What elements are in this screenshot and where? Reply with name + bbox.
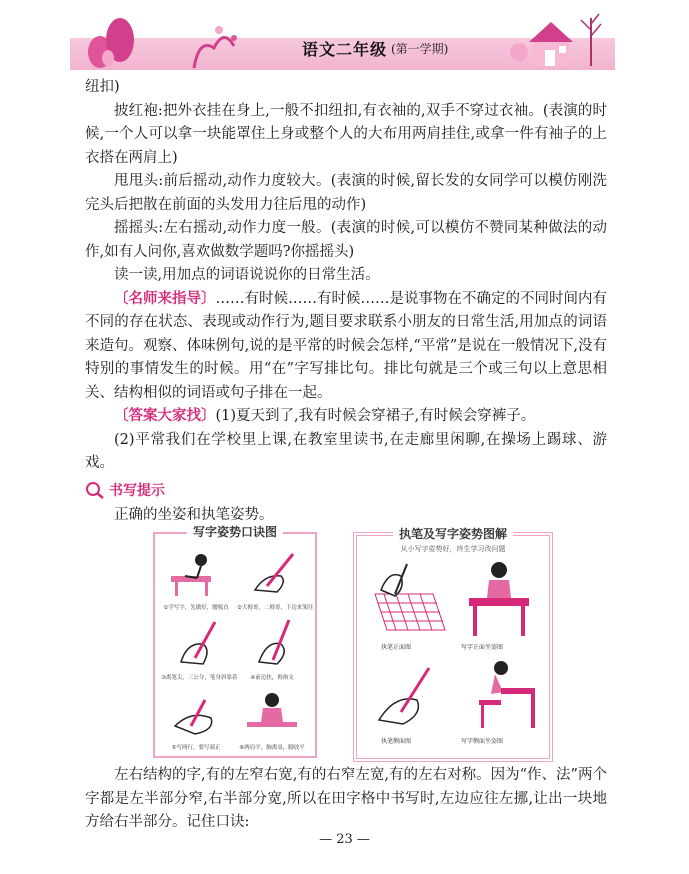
paragraph: 披红袍:把外衣挂在身上,一般不扣纽扣,有衣袖的,双手不穿过衣袖。(表演的时候,一个人可以拿一块能罩住上身或整个人的大布用两肩挂住,或拿一件有袖子的上衣搭在两肩上) (85, 102, 607, 166)
posture-cell: ⑤写两行，要写端正 (161, 686, 231, 753)
girl-desk-side-icon (461, 654, 541, 734)
paragraph: (2)平常我们在学校里上课,在教室里读书,在走廊里闲聊,在操场上踢球、游戏。 (85, 431, 607, 471)
writing-posture-figure (153, 525, 317, 758)
hand-pen-icon (237, 616, 307, 672)
paragraph: 甩甩头:前后摇动,动作力度较大。(表演的时候,留长发的女同学可以模仿刚洗完头后把散在前面的头发用力往后甩的动作) (85, 173, 607, 213)
house-icon (505, 6, 615, 70)
page-header (0, 0, 689, 78)
hand-pen-icon (161, 686, 231, 742)
paragraph: 左右结构的字,有的左窄右宽,有的右窄左宽,有的左右对称。因为“作、法”两个字都是左半部分窄,右半部分宽,所以在田字格中书写时,左边应往左挪,让出一块地方给右半部分。记住口诀: (85, 767, 607, 830)
closing-text (85, 764, 607, 835)
magnifier-icon (85, 481, 105, 499)
girl-desk-front-icon (461, 556, 537, 640)
hand-pen-icon (161, 616, 231, 672)
posture-cell: ①学写字，先做好，腰板直 (161, 546, 231, 613)
section-intro-block (85, 504, 607, 528)
posture-cell: ④前边扶，拇指支 (237, 616, 307, 683)
hand-pen-side-icon (371, 660, 441, 730)
paragraph: 摇摇头:左右摇动,动作力度一般。(表演的时候,可以模仿不赞同某种做法的动作,如有人问你,喜欢做数学题吗?你摇摇头) (85, 220, 607, 260)
page-number: — 23 — (319, 832, 370, 847)
book-subtitle: (第一学期) (391, 42, 449, 56)
section-label: 书写提示 (109, 483, 165, 499)
sitting-child-icon (237, 686, 307, 742)
posture-cell: ⑥两肩平，胸离桌，脚放平 (237, 686, 307, 753)
section-heading (85, 480, 165, 500)
pen-holding-figure (353, 527, 553, 762)
figure-subtitle: 从小写字姿势好，终生学习改问题 (400, 545, 506, 553)
answer-paragraph (85, 405, 607, 429)
posture-cell: ②大拇哥，二拇哥，下边来架住 (237, 546, 307, 613)
butterfly-icon (84, 8, 254, 70)
grid-paper-hand-icon (367, 560, 447, 640)
figure-caption: 写字正面坐姿图 (461, 644, 504, 651)
posture-cell: ③离笔尖，三公分，笔身斜靠着 (161, 616, 231, 683)
sitting-child-icon (161, 546, 231, 602)
main-text (85, 76, 607, 476)
answer-text-1: (1)夏天到了,我有时候会穿裙子,有时候会穿裤子。 (215, 408, 536, 424)
paragraph: 读一读,用加点的词语说说你的日常生活。 (114, 267, 380, 283)
figure-title: 执笔及写字姿势图解 (393, 525, 513, 542)
teacher-guide-text: ……有时候……有时候……是说事物在不确定的不同时间内有不同的存在状态、表现或动作行为,题目要求联系小朋友的日常生活,用加点的词语来造句。观察、体味例句,说的是平常的时候会怎样,“平常”是说在一般情况下,没有特别的事情发生的时候。用“在”字写排比句。排比句就是三个或三句以上意思相关、结构相似的词语或句子排在一起。 (85, 290, 607, 401)
figure-caption: 执笔正面图 (381, 644, 412, 651)
section-intro: 正确的坐姿和执笔姿势。 (114, 507, 274, 523)
book-title: 语文二年级 (302, 40, 388, 59)
paragraph: 纽扣) (85, 79, 120, 95)
hand-pen-icon (237, 546, 307, 602)
figure-caption: 写字侧面坐姿图 (461, 738, 504, 745)
answer-tag: 〔答案大家找〕 (114, 408, 216, 424)
figure-title: 写字姿势口诀图 (187, 523, 283, 540)
teacher-guide-paragraph (85, 288, 607, 406)
figure-caption: 执笔侧面图 (381, 738, 412, 745)
teacher-guide-tag: 〔名师来指导〕 (114, 290, 216, 307)
